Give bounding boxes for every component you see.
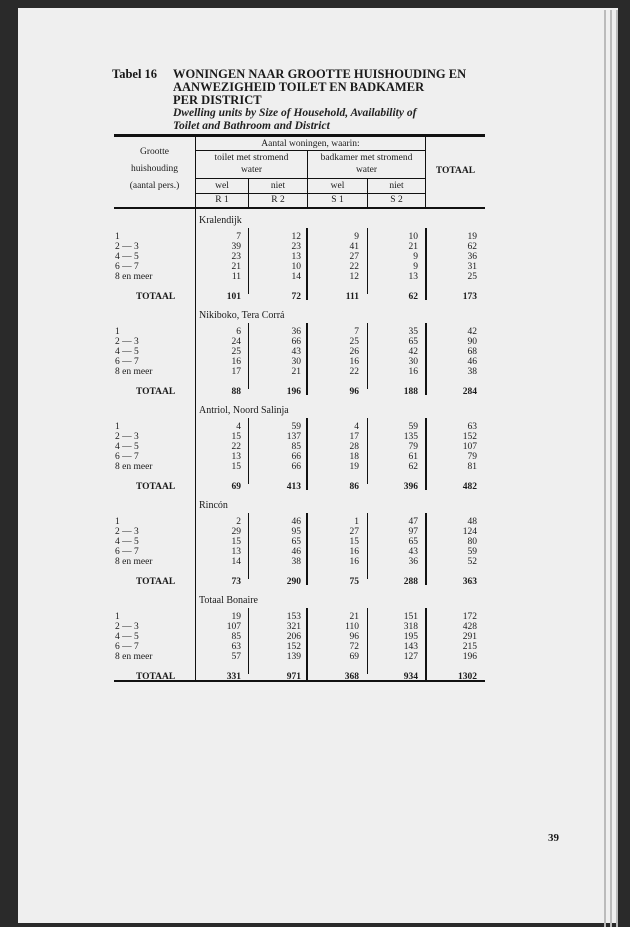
niet-header: niet	[270, 181, 286, 191]
subtitle-line: Toilet and Bathroom and District	[173, 120, 330, 132]
row-label: 8 en meer	[115, 652, 153, 662]
cell-value: 21	[231, 262, 241, 272]
cell-value: 27	[349, 252, 359, 262]
total-value: 86	[349, 482, 359, 492]
cell-value: 7	[354, 327, 359, 337]
total-value: 72	[291, 292, 301, 302]
row-label: 1	[115, 232, 120, 242]
cell-value: 23	[291, 242, 301, 252]
cell-value: 59	[408, 422, 418, 432]
total-value: 62	[408, 292, 418, 302]
cell-value: 318	[403, 622, 418, 632]
cell-value: 127	[403, 652, 418, 662]
column-divider	[248, 228, 249, 294]
cell-value: 4	[236, 422, 241, 432]
row-label: 4 — 5	[115, 252, 139, 262]
cell-value: 196	[462, 652, 477, 662]
toilet-header: toilet met stromend	[214, 153, 289, 163]
cell-value: 16	[231, 357, 241, 367]
row-label: 6 — 7	[115, 357, 139, 367]
row-label: 4 — 5	[115, 632, 139, 642]
cell-value: 19	[467, 232, 477, 242]
cell-value: 66	[291, 337, 301, 347]
cell-value: 57	[231, 652, 241, 662]
row-label: 4 — 5	[115, 347, 139, 357]
cell-value: 321	[286, 622, 301, 632]
cell-value: 151	[403, 612, 418, 622]
section-name: Antriol, Noord Salinja	[199, 405, 289, 416]
title-line: AANWEZIGHEID TOILET EN BADKAMER	[173, 80, 425, 94]
cell-value: 9	[413, 252, 418, 262]
row-label: 6 — 7	[115, 452, 139, 462]
cell-value: 26	[349, 347, 359, 357]
total-value: 188	[403, 387, 418, 397]
cell-value: 36	[291, 327, 301, 337]
total-value: 413	[286, 482, 301, 492]
total-label: TOTAAL	[136, 482, 176, 492]
cell-value: 143	[403, 642, 418, 652]
page-edge	[604, 10, 606, 927]
cell-value: 27	[349, 527, 359, 537]
row-label: 1	[115, 517, 120, 527]
total-value: 284	[462, 387, 477, 397]
code-s2: S 2	[390, 195, 403, 205]
cell-value: 79	[467, 452, 477, 462]
cell-value: 6	[236, 327, 241, 337]
cell-value: 39	[231, 242, 241, 252]
cell-value: 16	[349, 547, 359, 557]
cell-value: 16	[349, 557, 359, 567]
total-label: TOTAAL	[136, 387, 176, 397]
total-value: 196	[286, 387, 301, 397]
cell-value: 17	[231, 367, 241, 377]
row-header: (aantal pers.)	[129, 181, 180, 191]
column-divider	[248, 608, 249, 674]
table-label: Tabel 16	[112, 67, 158, 81]
header-bottom-rule	[114, 207, 485, 209]
cell-value: 15	[349, 537, 359, 547]
cell-value: 46	[291, 517, 301, 527]
row-label: 6 — 7	[115, 642, 139, 652]
cell-value: 172	[462, 612, 477, 622]
total-value: 101	[226, 292, 241, 302]
cell-value: 85	[291, 442, 301, 452]
cell-value: 25	[231, 347, 241, 357]
cell-value: 42	[467, 327, 477, 337]
cell-value: 152	[286, 642, 301, 652]
total-label: TOTAAL	[136, 292, 176, 302]
row-label: 8 en meer	[115, 367, 153, 377]
cell-value: 135	[403, 432, 418, 442]
code-r1: R 1	[215, 195, 229, 205]
total-value: 73	[231, 577, 241, 587]
cell-value: 85	[231, 632, 241, 642]
cell-value: 428	[462, 622, 477, 632]
cell-value: 124	[462, 527, 477, 537]
column-divider	[248, 513, 249, 579]
column-divider	[367, 608, 368, 674]
row-label: 8 en meer	[115, 462, 153, 472]
column-divider	[425, 228, 427, 300]
cell-value: 137	[286, 432, 301, 442]
total-value: 396	[403, 482, 418, 492]
cell-value: 59	[291, 422, 301, 432]
row-label: 1	[115, 327, 120, 337]
cell-value: 18	[349, 452, 359, 462]
column-divider	[306, 418, 308, 490]
cell-value: 16	[349, 357, 359, 367]
cell-value: 291	[462, 632, 477, 642]
cell-value: 65	[291, 537, 301, 547]
subtitle-line: Dwelling units by Size of Household, Availability of	[173, 107, 417, 119]
cell-value: 43	[291, 347, 301, 357]
total-value: 482	[462, 482, 477, 492]
cell-value: 21	[408, 242, 418, 252]
total-value: 88	[231, 387, 241, 397]
column-divider	[367, 228, 368, 294]
cell-value: 22	[349, 367, 359, 377]
column-divider	[306, 228, 308, 300]
row-label: 8 en meer	[115, 272, 153, 282]
column-divider	[367, 418, 368, 484]
total-header: TOTAAL	[435, 166, 476, 176]
cell-value: 30	[408, 357, 418, 367]
row-label: 4 — 5	[115, 537, 139, 547]
cell-value: 10	[291, 262, 301, 272]
cell-value: 59	[467, 547, 477, 557]
code-r2: R 2	[271, 195, 285, 205]
total-value: 331	[226, 672, 241, 682]
total-value: 971	[286, 672, 301, 682]
group-header: Aantal woningen, waarin:	[261, 139, 360, 149]
column-divider	[306, 608, 308, 680]
cell-value: 11	[231, 272, 241, 282]
row-label: 2 — 3	[115, 242, 139, 252]
wel-header: wel	[215, 181, 229, 191]
cell-value: 29	[231, 527, 241, 537]
section-name: Rincón	[199, 500, 228, 511]
row-label: 2 — 3	[115, 527, 139, 537]
total-value: 363	[462, 577, 477, 587]
row-label: 4 — 5	[115, 442, 139, 452]
total-label: TOTAAL	[136, 577, 176, 587]
cell-value: 46	[467, 357, 477, 367]
total-value: 173	[462, 292, 477, 302]
niet-header: niet	[389, 181, 404, 191]
page-number: 39	[548, 832, 559, 844]
column-divider	[425, 513, 427, 585]
cell-value: 15	[231, 537, 241, 547]
cell-value: 65	[408, 537, 418, 547]
header-rule	[196, 193, 425, 194]
total-value: 69	[231, 482, 241, 492]
code-s1: S 1	[331, 195, 344, 205]
toilet-header: water	[240, 165, 263, 175]
cell-value: 38	[291, 557, 301, 567]
total-value: 288	[403, 577, 418, 587]
title-line: PER DISTRICT	[173, 93, 262, 107]
wel-header: wel	[330, 181, 345, 191]
cell-value: 15	[231, 432, 241, 442]
column-divider	[248, 418, 249, 484]
cell-value: 72	[349, 642, 359, 652]
cell-value: 62	[408, 462, 418, 472]
bath-header: water	[355, 165, 378, 175]
total-value: 96	[349, 387, 359, 397]
row-label: 6 — 7	[115, 547, 139, 557]
cell-value: 62	[467, 242, 477, 252]
section-name: Kralendijk	[199, 215, 242, 226]
cell-value: 22	[349, 262, 359, 272]
cell-value: 7	[236, 232, 241, 242]
cell-value: 25	[349, 337, 359, 347]
cell-value: 61	[408, 452, 418, 462]
column-divider	[367, 323, 368, 389]
header-rule	[196, 150, 425, 151]
page-edge	[610, 10, 612, 927]
title-line: WONINGEN NAAR GROOTTE HUISHOUDING EN	[173, 67, 467, 81]
cell-value: 24	[231, 337, 241, 347]
cell-value: 66	[291, 462, 301, 472]
cell-value: 79	[408, 442, 418, 452]
cell-value: 81	[467, 462, 477, 472]
cell-value: 215	[462, 642, 477, 652]
cell-value: 9	[354, 232, 359, 242]
cell-value: 96	[349, 632, 359, 642]
cell-value: 107	[226, 622, 241, 632]
cell-value: 16	[408, 367, 418, 377]
total-value: 368	[344, 672, 359, 682]
cell-value: 1	[354, 517, 359, 527]
cell-value: 152	[462, 432, 477, 442]
column-divider	[425, 323, 427, 395]
cell-value: 36	[467, 252, 477, 262]
header-rule	[196, 178, 425, 179]
cell-value: 31	[467, 262, 477, 272]
cell-value: 13	[408, 272, 418, 282]
row-label: 8 en meer	[115, 557, 153, 567]
cell-value: 41	[349, 242, 359, 252]
cell-value: 66	[291, 452, 301, 462]
cell-value: 43	[408, 547, 418, 557]
cell-value: 12	[291, 232, 301, 242]
cell-value: 12	[349, 272, 359, 282]
cell-value: 36	[408, 557, 418, 567]
cell-value: 38	[467, 367, 477, 377]
cell-value: 110	[345, 622, 359, 632]
total-value: 1302	[458, 672, 477, 682]
cell-value: 28	[349, 442, 359, 452]
cell-value: 68	[467, 347, 477, 357]
column-divider	[248, 323, 249, 389]
row-label: 2 — 3	[115, 432, 139, 442]
cell-value: 21	[291, 367, 301, 377]
cell-value: 206	[286, 632, 301, 642]
cell-value: 42	[408, 347, 418, 357]
row-label: 1	[115, 422, 120, 432]
cell-value: 95	[291, 527, 301, 537]
column-divider	[306, 323, 308, 395]
cell-value: 153	[286, 612, 301, 622]
cell-value: 35	[408, 327, 418, 337]
column-divider	[367, 513, 368, 579]
cell-value: 10	[408, 232, 418, 242]
total-label: TOTAAL	[136, 672, 176, 682]
cell-value: 107	[462, 442, 477, 452]
cell-value: 63	[467, 422, 477, 432]
cell-value: 52	[467, 557, 477, 567]
cell-value: 30	[291, 357, 301, 367]
cell-value: 97	[408, 527, 418, 537]
cell-value: 90	[467, 337, 477, 347]
column-divider	[306, 513, 308, 585]
cell-value: 139	[286, 652, 301, 662]
cell-value: 47	[408, 517, 418, 527]
cell-value: 21	[349, 612, 359, 622]
cell-value: 15	[231, 462, 241, 472]
cell-value: 23	[231, 252, 241, 262]
cell-value: 13	[291, 252, 301, 262]
row-label: 2 — 3	[115, 337, 139, 347]
cell-value: 19	[231, 612, 241, 622]
cell-value: 13	[231, 547, 241, 557]
section-name: Nikiboko, Tera Corrá	[199, 310, 285, 321]
cell-value: 80	[467, 537, 477, 547]
row-label: 1	[115, 612, 120, 622]
row-label: 2 — 3	[115, 622, 139, 632]
cell-value: 9	[413, 262, 418, 272]
cell-value: 19	[349, 462, 359, 472]
top-rule	[114, 134, 485, 137]
cell-value: 48	[467, 517, 477, 527]
cell-value: 2	[236, 517, 241, 527]
row-label: 6 — 7	[115, 262, 139, 272]
column-divider	[425, 608, 427, 680]
bath-header: badkamer met stromend	[320, 153, 413, 163]
cell-value: 22	[231, 442, 241, 452]
section-name: Totaal Bonaire	[199, 595, 258, 606]
cell-value: 13	[231, 452, 241, 462]
row-header: huishouding	[131, 164, 178, 174]
cell-value: 25	[467, 272, 477, 282]
stub-divider	[195, 137, 196, 680]
column-divider	[425, 418, 427, 490]
cell-value: 63	[231, 642, 241, 652]
page-edge	[616, 10, 618, 927]
row-header: Grootte	[139, 147, 170, 157]
cell-value: 65	[408, 337, 418, 347]
cell-value: 195	[403, 632, 418, 642]
total-value: 290	[286, 577, 301, 587]
cell-value: 14	[231, 557, 241, 567]
total-value: 75	[349, 577, 359, 587]
cell-value: 4	[354, 422, 359, 432]
cell-value: 14	[291, 272, 301, 282]
total-value: 111	[345, 292, 359, 302]
total-value: 934	[403, 672, 418, 682]
cell-value: 46	[291, 547, 301, 557]
cell-value: 17	[349, 432, 359, 442]
cell-value: 69	[349, 652, 359, 662]
